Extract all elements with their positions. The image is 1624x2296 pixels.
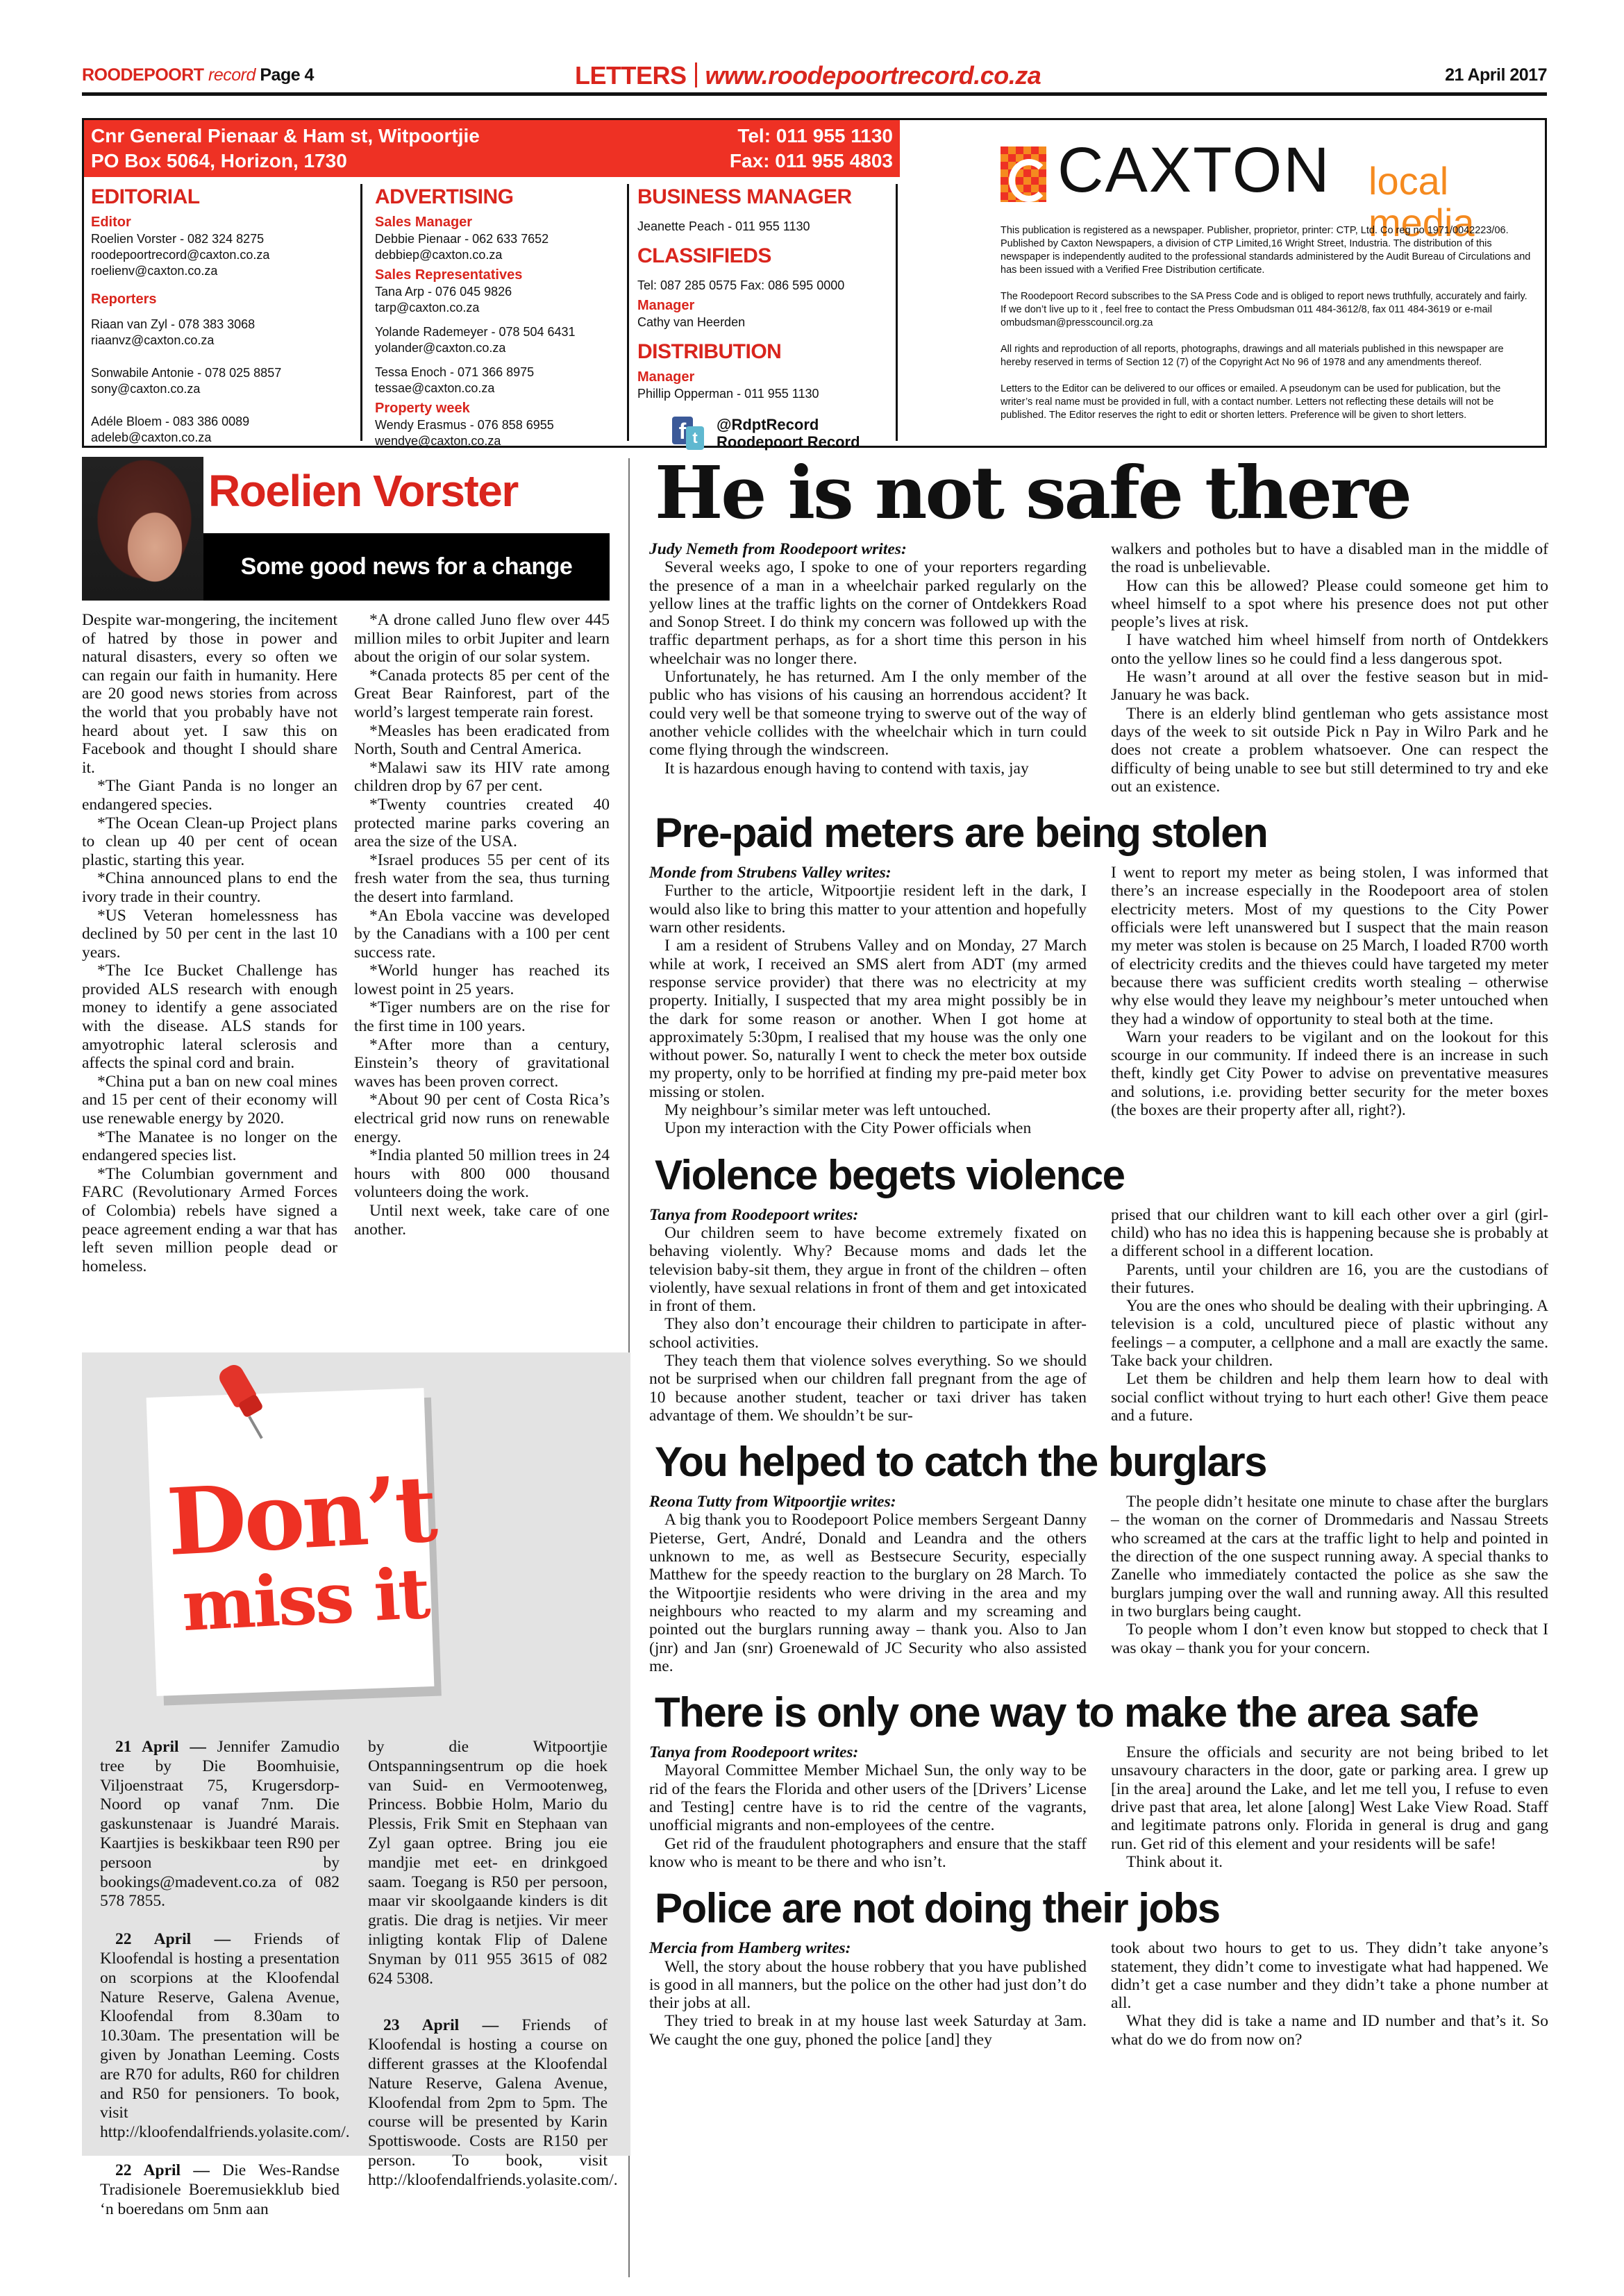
- paragraph: He wasn’t around at all over the festive season but in mid-January he was back.: [1111, 668, 1548, 705]
- sales-manager-email[interactable]: debbiep@caxton.co.za: [375, 248, 503, 262]
- paragraph: Well, the story about the house robbery that you have published is good in all manners, but the police on the other had just don’t do their jobs at all.: [649, 1957, 1087, 2013]
- paragraph: I am a resident of Strubens Valley and on Monday, 27 March while at work, I received an SMS alert from ADT (my armed response service provider) that there was no electricity at my property. Initially, I suspected that my area might possibly be in the dark for some reason or another. When I got home at approximately 5:30pm, I realised that my house was the only one without power. So, naturally I went to check the meter box outside my property, only to be horrified at finding my pre-paid meter box missing or stolen.: [649, 937, 1087, 1101]
- reporter-email[interactable]: sony@caxton.co.za: [91, 382, 201, 396]
- issue-date: 21 April 2017: [1445, 65, 1547, 85]
- paragraph: Unfortunately, he has returned. Am I the only member of the public who has visions of his causing an horrendous accident? It could very well be that someone trying to swerve out of the way of another vehicle collides with the wheelchair which in turn could come flying through the windscreen.: [649, 668, 1087, 760]
- reporter-email[interactable]: riaanvz@caxton.co.za: [91, 333, 215, 347]
- reporter-name: Riaan van Zyl - 078 383 3068: [91, 317, 256, 331]
- business-manager-heading: BUSINESS MANAGER: [637, 185, 852, 208]
- paragraph: took about two hours to get to us. They didn’t take anyone’s statement, they didn’t come to investigate what had happened. We didn’t get a case number and they didn’t take a phone number at all.: [1111, 1939, 1548, 2013]
- business-manager-name: Jeanette Peach - 011 955 1130: [637, 219, 810, 233]
- paragraph: Parents, until your children are 16, you are the custodians of their futures.: [1111, 1260, 1548, 1297]
- address-bar: [84, 120, 900, 177]
- paragraph: *US Veteran homelessness has declined by 50 per cent in the last 10 years.: [82, 906, 337, 962]
- sales-rep-name: Yolande Rademeyer - 078 504 6431: [375, 325, 576, 339]
- paragraph: *China put a ban on new coal mines and 15 per cent of their economy will use renewable energy by 2020.: [82, 1072, 337, 1128]
- paragraph: *Tiger numbers are on the rise for the first time in 100 years.: [354, 998, 610, 1036]
- paragraph: prised that our children want to kill each other over a girl (girl-child) who has no idea this is happening because she is probably at a different school in a different location.: [1111, 1205, 1548, 1261]
- registration-notice: This publication is registered as a newspaper. Publisher, proprietor, printer: CTP, Ltd. Co reg no 1971/0042223/06. Published by Caxton Newspapers, a division of CTP Limited,16 Wright Street, Industria. The distribution of this newspaper is independently audited to the professional standards administered by the Audit Bureau of Circulations and has been issued with a Verified Free Distribution certificate.: [1001, 225, 1531, 276]
- paragraph: *Israel produces 55 per cent of its fresh water from the sea, thus turning the desert into farmland.: [354, 850, 610, 906]
- distribution-manager-name: Phillip Opperman - 011 955 1130: [637, 387, 819, 401]
- columnist-header: [82, 451, 610, 601]
- event-item: 22 April — Friends of Kloofendal is hosting a presentation on scorpions at the Kloofendal Nature Reserve, Galena Avenue, Kloofendal from 8.30am to 10.30am. The presentation will be given by Jonathan Leeming. Costs are R70 for adults, R60 for children and R50 for pensioners. To book, visit http://kloofendalfriends.yolasite.com/.: [100, 1930, 350, 2142]
- property-contact-email[interactable]: wendye@caxton.co.za: [375, 434, 501, 448]
- section-header: [575, 61, 1041, 90]
- paragraph: *An Ebola vaccine was developed by the Canadians with a 100 per cent success rate.: [354, 906, 610, 962]
- property-week-label: Property week: [375, 401, 470, 416]
- paragraph: How can this be allowed? Please could someone get him to wheel himself to a spot where his presence does not put other people’s lives at risk.: [1111, 576, 1548, 632]
- editor-email[interactable]: roelienv@caxton.co.za: [91, 264, 218, 278]
- section-title: LETTERS: [575, 61, 687, 90]
- sales-rep-email[interactable]: tarp@caxton.co.za: [375, 301, 480, 315]
- paragraph: *India planted 50 million trees in 24 hours with 800 000 thousand volunteers doing the work.: [354, 1146, 610, 1202]
- brand-italic: record: [208, 65, 256, 85]
- letter-article: [649, 808, 1548, 1137]
- paragraph: *A drone called Juno flew over 445 million miles to orbit Jupiter and learn about the origin of our solar system.: [354, 611, 610, 667]
- paragraph: They teach them that violence solves everything. So we should not be surprised when our children fall pregnant from the age of 10 because another student, teacher or taxi driver has taken advantage of them. We shouldn’t be sur-: [649, 1351, 1087, 1425]
- paragraph: *The Columbian government and FARC (Revolutionary Armed Forces of Colombia) rebels have signed a peace agreement ending a war that has left seven million people dead or homeless.: [82, 1164, 337, 1275]
- caxton-logo: [1001, 127, 1542, 244]
- column-text-left: [82, 611, 337, 1275]
- letter-headline: Police are not doing their jobs: [655, 1885, 1220, 1932]
- letter-headline: You helped to catch the burglars: [655, 1439, 1267, 1486]
- letter-byline: Mercia from Hamberg writes:: [649, 1939, 851, 1958]
- letter-byline: Monde from Strubens Valley writes:: [649, 864, 891, 882]
- sales-rep-name: Tessa Enoch - 071 366 8975: [375, 365, 535, 379]
- letters-policy: Letters to the Editor can be delivered to our offices or emailed. A pseudonym can be used for publication, but the writer’s real name must be provided in full, with a contact number. Letters not reflecting these details will not be published. The Editor reserves the right to edit or shorten letters. Preference will be given to short letters.: [1001, 383, 1501, 421]
- paragraph: *Malawi saw its HIV rate among children drop by 67 per cent.: [354, 758, 610, 796]
- sales-rep-name: Tana Arp - 076 045 9826: [375, 285, 512, 299]
- divider: [695, 62, 697, 87]
- letter-byline: Tanya from Roodepoort writes:: [649, 1205, 859, 1224]
- events-right: [368, 1738, 618, 2209]
- editorial-column: [91, 184, 334, 446]
- distribution-heading: DISTRIBUTION: [637, 340, 782, 363]
- caxton-mark-icon: [1001, 146, 1046, 202]
- brand-name: ROODEPOORT: [82, 65, 204, 85]
- facebook-twitter-icon: f t: [672, 417, 707, 450]
- paragraph: I have watched him wheel himself from north of Ontdekkers onto the yellow lines so he could find a less dangerous spot.: [1111, 631, 1548, 668]
- sales-manager-name: Debbie Pienaar - 062 633 7652: [375, 232, 549, 246]
- letter-byline: Reona Tutty from Witpoortjie writes:: [649, 1493, 896, 1511]
- editor-email[interactable]: roodepoortrecord@caxton.co.za: [91, 248, 270, 262]
- publication-page-label: [82, 65, 314, 85]
- letters-section: [649, 451, 1548, 2061]
- masthead: [82, 61, 1547, 92]
- paragraph: Several weeks ago, I spoke to one of your reporters regarding the presence of a man in a wheelchair parked regularly on the yellow lines at the traffic lights on the corner of Ontdekkers Road and Sonop Street. I do think my concern was followed up with the traffic department perhaps, as for a short time this person in his wheelchair was no longer there.: [649, 558, 1087, 668]
- copyright-notice: All rights and reproduction of all reports, photographs, drawings and all materials published in this newspaper are hereby reserved in terms of Section 12 (7) of the Copyright Act No 96 of 1978 and any amendments thereof.: [1001, 344, 1504, 368]
- paragraph: My neighbour’s similar meter was left untouched.: [664, 1101, 991, 1120]
- paragraph: *After more than a century, Einstein’s theory of gravitational waves has been proven correct.: [354, 1035, 610, 1091]
- paragraph: To people whom I don’t even know but stopped to check that I was okay – thank you for your concern.: [1111, 1620, 1548, 1657]
- editorial-heading: EDITORIAL: [91, 185, 200, 208]
- social-links[interactable]: [672, 416, 896, 451]
- fax: Fax: 011 955 4803: [729, 150, 893, 171]
- masthead-rule: [82, 92, 1547, 96]
- paragraph: Ensure the officials and security are not being bribed to let unsavoury characters in the door, gate or parking area. I grew up [in the area] around the Lake, and let me tell you, I refuse to even drive past that area, let alone [along] West Lake View Road. Staff and legitimate patrons only. Florida in general is drug and gang run. Get rid of this element and your residents will be safe!: [1111, 1743, 1548, 1853]
- legal-notice: [1001, 224, 1535, 435]
- letter-article: [649, 1688, 1548, 1871]
- property-contact-name: Wendy Erasmus - 076 858 6955: [375, 418, 554, 432]
- paragraph: Let them be children and help them learn how to deal with social conflict without trying to hurt each other! Give them peace and a future.: [1111, 1370, 1548, 1425]
- paragraph: *China announced plans to end the ivory trade in their country.: [82, 869, 337, 906]
- website-link[interactable]: www.roodepoortrecord.co.za: [705, 61, 1041, 90]
- paragraph: Until next week, take care of one another.: [354, 1202, 610, 1239]
- contact-info-box: [82, 118, 1547, 451]
- advertising-heading: ADVERTISING: [375, 185, 514, 208]
- paragraph: The people didn’t hesitate one minute to chase after the burglars – the woman on the corner of Drommedaris and Nassau Streets who screamed at the cars at the traffic light to help and pointed in the direction of the one suspect running away. A special thanks to Zanelle who immediately contacted the police as she saw the burglars jumping over the wall and running away. All this resulted in two burglars being caught.: [1111, 1493, 1548, 1620]
- telephone: Tel: 011 955 1130: [737, 125, 893, 146]
- event-item: by die Witpoortjie Ontspanningsentrum op die hoek van Suid- en Vermootenweg, Princess. Bobbie Holm, Mario du Plessis, Frik Smit en Stephaan van Zyl gaan optree. Bring jou eie mandjie met eet- en drinkgoed saam. Toegang is R50 per persoon, maar vir skoolgaande kinders is dit gratis. Die drag is netjies. Vir meer inligting kontak Flip of Dalene Snyman by 011 955 3615 of 082 624 5308.: [368, 1738, 608, 1988]
- sales-reps-label: Sales Representatives: [375, 267, 523, 283]
- paragraph: They tried to break in at my house last week Saturday at 3am. We caught the one guy, phoned the police [and] they: [649, 2012, 1087, 2049]
- business-column: [627, 184, 898, 451]
- paragraph: walkers and potholes but to have a disabled man in the middle of the road is unbelievable.: [1111, 540, 1548, 577]
- sales-rep-email[interactable]: tessae@caxton.co.za: [375, 381, 495, 395]
- sales-manager-label: Sales Manager: [375, 215, 473, 230]
- paragraph: *Measles has been eradicated from North, South and Central America.: [354, 721, 610, 759]
- paragraph: Get rid of the fraudulent photographers and ensure that the staff know who is meant to be there and who isn’t.: [649, 1834, 1087, 1871]
- letter-article: [649, 1437, 1548, 1675]
- event-item: 23 April — Friends of Kloofendal is hosting a course on different grasses at the Kloofendal Nature Reserve, Galena Avenue, Kloofendal from 2pm to 5pm. The course will be presented by Karin Spottiswoode. Costs are R150 per person. To book, visit http://kloofendalfriends.yolasite.com/.: [368, 2016, 618, 2189]
- letter-article: [649, 1150, 1548, 1425]
- letter-headline: He is not safe there: [655, 450, 1410, 535]
- paragraph: *The Ocean Clean-up Project plans to clean up 40 per cent of ocean plastic, starting this year.: [82, 814, 337, 869]
- letter-article: [649, 451, 1548, 796]
- paragraph: What they did is take a name and ID number and that’s it. So what do we do from now on?: [1111, 2012, 1548, 2049]
- paragraph: *The Giant Panda is no longer an endangered species.: [82, 777, 337, 814]
- paragraph: *The Manatee is no longer on the endangered species list.: [82, 1128, 337, 1165]
- reporter-name: Adéle Bloem - 083 386 0089: [91, 414, 250, 428]
- paragraph: Warn your readers to be vigilant and on the lookout for this scourge in our community. If indeed there is an increase in such theft, kindly get City Power to advise on preventative measures and solutions, i.e. providing better security for the meter boxes (the boxes are their property after all, right?).: [1111, 1028, 1548, 1120]
- columnist-name: Roelien Vorster: [208, 466, 518, 516]
- letter-article: [649, 1884, 1548, 2049]
- paragraph: Upon my interaction with the City Power officials when: [664, 1119, 1032, 1138]
- postal-address: PO Box 5064, Horizon, 1730: [91, 150, 347, 171]
- event-item: 22 April — Die Wes-Randse Tradisionele Boeremusiekklub bied ‘n boeredans om 5nm aan: [100, 2161, 340, 2218]
- paragraph: *Twenty countries created 40 protected marine parks covering an area the size of the USA.: [354, 795, 610, 851]
- paragraph: *World hunger has reached its lowest point in 25 years.: [354, 962, 610, 998]
- paragraph: Further to the article, Witpoortjie resident left in the dark, I would also like to bring this matter to your attention and hopefully warn other residents.: [649, 882, 1087, 937]
- paragraph: There is an elderly blind gentleman who gets assistance most days of the week to sit outside Pick n Pay in Wilro Park and he does not create a problem whatsoever. One can respect the difficulty of being unable to see but still determined to try and eke out an existence.: [1111, 704, 1548, 796]
- classifieds-manager-label: Manager: [637, 298, 695, 313]
- facebook-page[interactable]: Roodepoort Record: [717, 433, 860, 451]
- classifieds-contact: Tel: 087 285 0575 Fax: 086 595 0000: [637, 278, 845, 292]
- reporter-name: Sonwabile Antonie - 078 025 8857: [91, 366, 282, 380]
- caxton-wordmark: CAXTON: [1057, 135, 1331, 206]
- events-left: [100, 1738, 350, 2238]
- letter-headline: There is only one way to make the area safe: [655, 1689, 1479, 1736]
- paragraph: Mayoral Committee Member Michael Sun, the only way to be rid of the fears the Florida and other users of the [Drivers’ License and Testing] centre have is to rid the centre of the vagrants, unofficial migrants and non-employees of the centre.: [649, 1761, 1087, 1835]
- reporters-label: Reporters: [91, 292, 157, 307]
- editor-label: Editor: [91, 215, 131, 230]
- page-number: Page 4: [260, 65, 314, 85]
- paragraph: A big thank you to Roodepoort Police members Sergeant Danny Pieterse, Gert, André, Donald and Leandra and the others unknown to me, as well as Bestsecure Security, especially Matthew for the speedy reaction to the burglary on 28 March. To the Witpoortjie residents who were driving in the area and my neighbours who reacted to my alarm and my screaming and pointed out the burglars running away – thank you. Also to Jan (jnr) and Jan (snr) Groenewald of JC Security who also assisted me.: [649, 1511, 1087, 1675]
- twitter-handle[interactable]: @RdptRecord: [717, 416, 819, 433]
- paragraph: It is hazardous enough having to contend with taxis, jay: [664, 759, 1029, 778]
- caxton-tagline: local media: [1368, 159, 1475, 244]
- dont-miss-it-box: [82, 1352, 630, 2218]
- classifieds-manager-name: Cathy van Heerden: [637, 315, 746, 329]
- column-title: Some good news for a change: [203, 533, 610, 601]
- classifieds-heading: CLASSIFIEDS: [637, 244, 771, 267]
- paragraph: You are the ones who should be dealing with their upbringing. A television is a cold, uncultured piece of plastic without any feelings – a computer, a cellphone and a mall are exactly the same. Take back your children.: [1111, 1297, 1548, 1370]
- paragraph: I went to report my meter as being stolen, I was informed that there’s an increase especially in the Roodepoort area of stolen electricity meters. Most of my questions to the City Power officials were left unanswered but I suspect that the main reason my meter was stolen is because on 25 March, I loaded R700 worth of electricity credits and the thieves could have targeted my meter because there was sufficient credits worth stealing – otherwise why else would they leave my neighbour’s meter untouched when they had a window of opportunity to steal both at the time.: [1111, 864, 1548, 1028]
- letter-headline: Pre-paid meters are being stolen: [655, 810, 1268, 857]
- paragraph: Our children seem to have become extremely fixated on behaving violently. Why? Because moms and dads let the television baby-sit them, they argue in front of the children – often violently, have sexual relations in front of them and get intoxicated in front of them.: [649, 1223, 1087, 1316]
- reporter-email[interactable]: adeleb@caxton.co.za: [91, 430, 212, 444]
- paragraph: Think about it.: [1126, 1852, 1223, 1871]
- street-address: Cnr General Pienaar & Ham st, Witpoortjie: [91, 125, 480, 146]
- sales-rep-email[interactable]: yolander@caxton.co.za: [375, 341, 506, 355]
- letter-headline: Violence begets violence: [655, 1151, 1125, 1198]
- columnist-photo: [82, 457, 203, 601]
- distribution-manager-label: Manager: [637, 369, 695, 385]
- paragraph: They also don’t encourage their children to participate in after-school activities.: [649, 1315, 1087, 1352]
- event-item: 21 April — Jennifer Zamudio tree by Die Boomhuisie, Viljoenstraat 75, Krugersdorp-Noord op vanaf 7nm. Die gaskunstenaar is Juandré Marais. Kaartjies is beskikbaar teen R90 per persoon by bookings@madevent.co.za of 082 578 7855.: [100, 1738, 340, 1911]
- dont-miss-it-title: Don’t miss it: [164, 1455, 437, 1648]
- paragraph: *Canada protects 85 per cent of the Great Bear Rainforest, part of the world’s largest temperate rain forest.: [354, 666, 610, 721]
- letter-byline: Judy Nemeth from Roodepoort writes:: [649, 540, 907, 558]
- paragraph: *About 90 per cent of Costa Rica’s electrical grid now runs on renewable energy.: [354, 1091, 610, 1146]
- paragraph: *The Ice Bucket Challenge has provided ALS research with enough money to identify a gene associated with the disease. ALS stands for amyotrophic lateral sclerosis and affects the spinal cord and brain.: [82, 962, 337, 1073]
- paragraph: Despite war-mongering, the incitement of hatred by those in power and natural disasters, every so often we can regain our faith in humanity. Here are 20 good news stories from across the world that you probably have not heard about yet. I saw this on Facebook and thought I should share it.: [82, 611, 337, 777]
- press-code-notice: The Roodepoort Record subscribes to the SA Press Code and is obliged to report news truthfully, accurately and fairly. If we don’t live up to it , feel free to contact the Press Ombudsman 011 484-3612/8, fax 011 484-3619 or e-mail ombudsman@presscouncil.org.za: [1001, 291, 1527, 328]
- advertising-column: [360, 184, 624, 448]
- column-text-right: [354, 611, 610, 1239]
- letter-byline: Tanya from Roodepoort writes:: [649, 1743, 859, 1762]
- editor-name: Roelien Vorster - 082 324 8275: [91, 232, 265, 246]
